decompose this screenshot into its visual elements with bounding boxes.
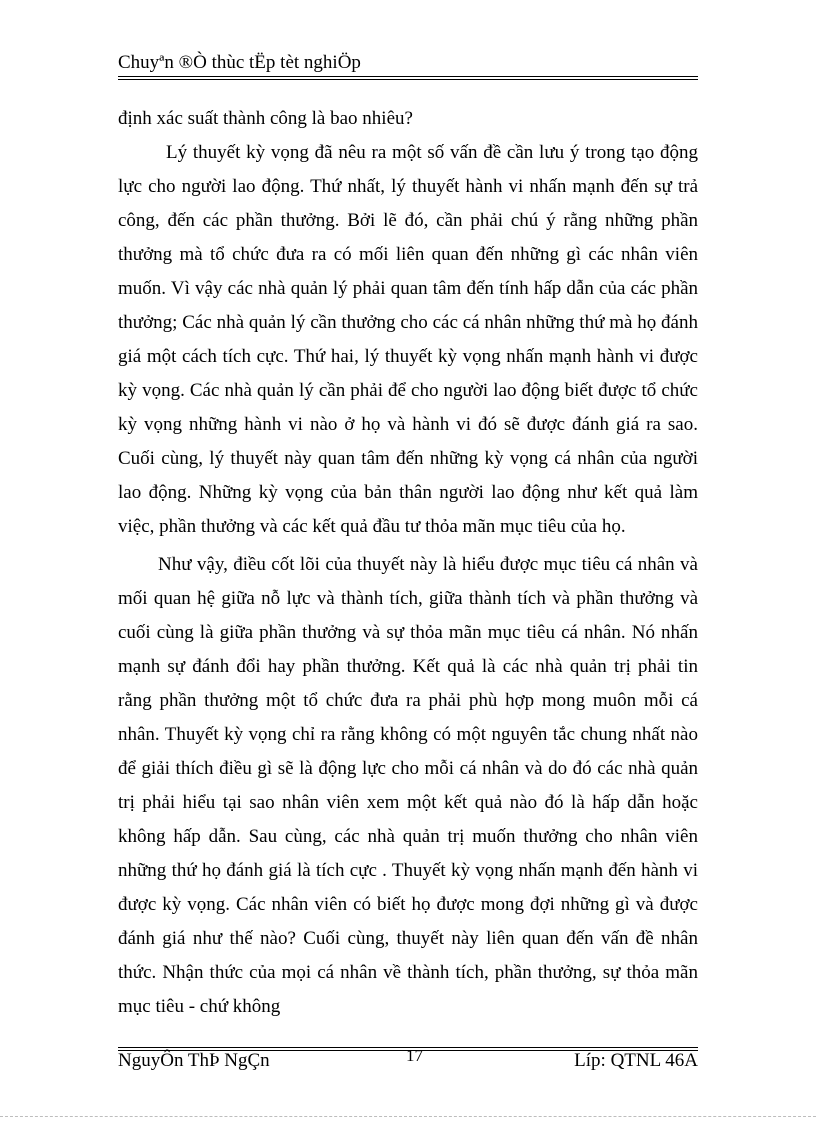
paragraph-continuation: định xác suất thành công là bao nhiêu? <box>118 108 413 129</box>
header-title: Chuyªn ®Ò thùc tËp tèt nghiÖp <box>118 52 361 73</box>
footer-class: Líp: QTNL 46A <box>574 1050 698 1071</box>
page-number: 17 <box>406 1046 423 1065</box>
document-body <box>118 102 698 1024</box>
paragraph-expectancy-issues: Lý thuyết kỳ vọng đã nêu ra một số vấn đề cần lưu ý trong tạo động lực cho người lao động. Thứ nhất, lý thuyết hành vi nhấn mạnh đến sự trả công, đến các phần thưởng. Bởi lẽ đó, cần phải chú ý rằng những phần thưởng mà tổ chức đưa ra có mối liên quan đến những gì các nhân viên muốn. Vì vậy các nhà quản lý phải quan tâm đến tính hấp dẫn của các phần thưởng; Các nhà quản lý cần thưởng cho các cá nhân những thứ mà họ đánh giá một cách tích cực. Thứ hai, lý thuyết kỳ vọng nhấn mạnh hành vi được kỳ vọng. Các nhà quản lý cần phải để cho người lao động biết được tổ chức kỳ vọng những hành vi nào ở họ và hành vi đó sẽ được đánh giá ra sao. Cuối cùng, lý thuyết này quan tâm đến những kỳ vọng cá nhân của người lao động. Những kỳ vọng của bản thân người lao động như kết quả làm việc, phần thưởng và các kết quả đầu tư thỏa mãn mục tiêu của họ. <box>118 142 698 537</box>
paragraph-core-of-theory: Như vậy, điều cốt lõi của thuyết này là hiểu được mục tiêu cá nhân và mối quan hệ giữa nỗ lực và thành tích, giữa thành tích và phần thưởng và cuối cùng là giữa phần thưởng và sự thỏa mãn mục tiêu cá nhân. Nó nhấn mạnh sự đánh đổi hay phần thưởng. Kết quả là các nhà quản trị phải tin rằng phần thưởng một tổ chức đưa ra phải phù hợp mong muôn mỗi cá nhân. Thuyết kỳ vọng chỉ ra rằng không có một nguyên tắc chung nhất nào để giải thích điều gì sẽ là động lực cho mỗi cá nhân và do đó các nhà quản trị phải hiểu tại sao nhân viên xem một kết quả nào đó là hấp dẫn hoặc không hấp dẫn. Sau cùng, các nhà quản trị muốn thưởng cho nhân viên những thứ họ đánh giá là tích cực . Thuyết kỳ vọng nhấn mạnh đến hành vi được kỳ vọng. Các nhân viên có biết họ được mong đợi những gì và được đánh giá như thế nào? Cuối cùng, thuyết này liên quan đến vấn đề nhân thức. Nhận thức của mọi cá nhân về thành tích, phần thưởng, sự thỏa mãn mục tiêu - chứ không <box>118 554 698 1017</box>
header-rule-bottom <box>118 79 698 80</box>
footer-author: NguyÔn ThÞ NgÇn <box>118 1050 270 1071</box>
page-edge-divider <box>0 1116 816 1117</box>
header-rule-top <box>118 76 698 77</box>
